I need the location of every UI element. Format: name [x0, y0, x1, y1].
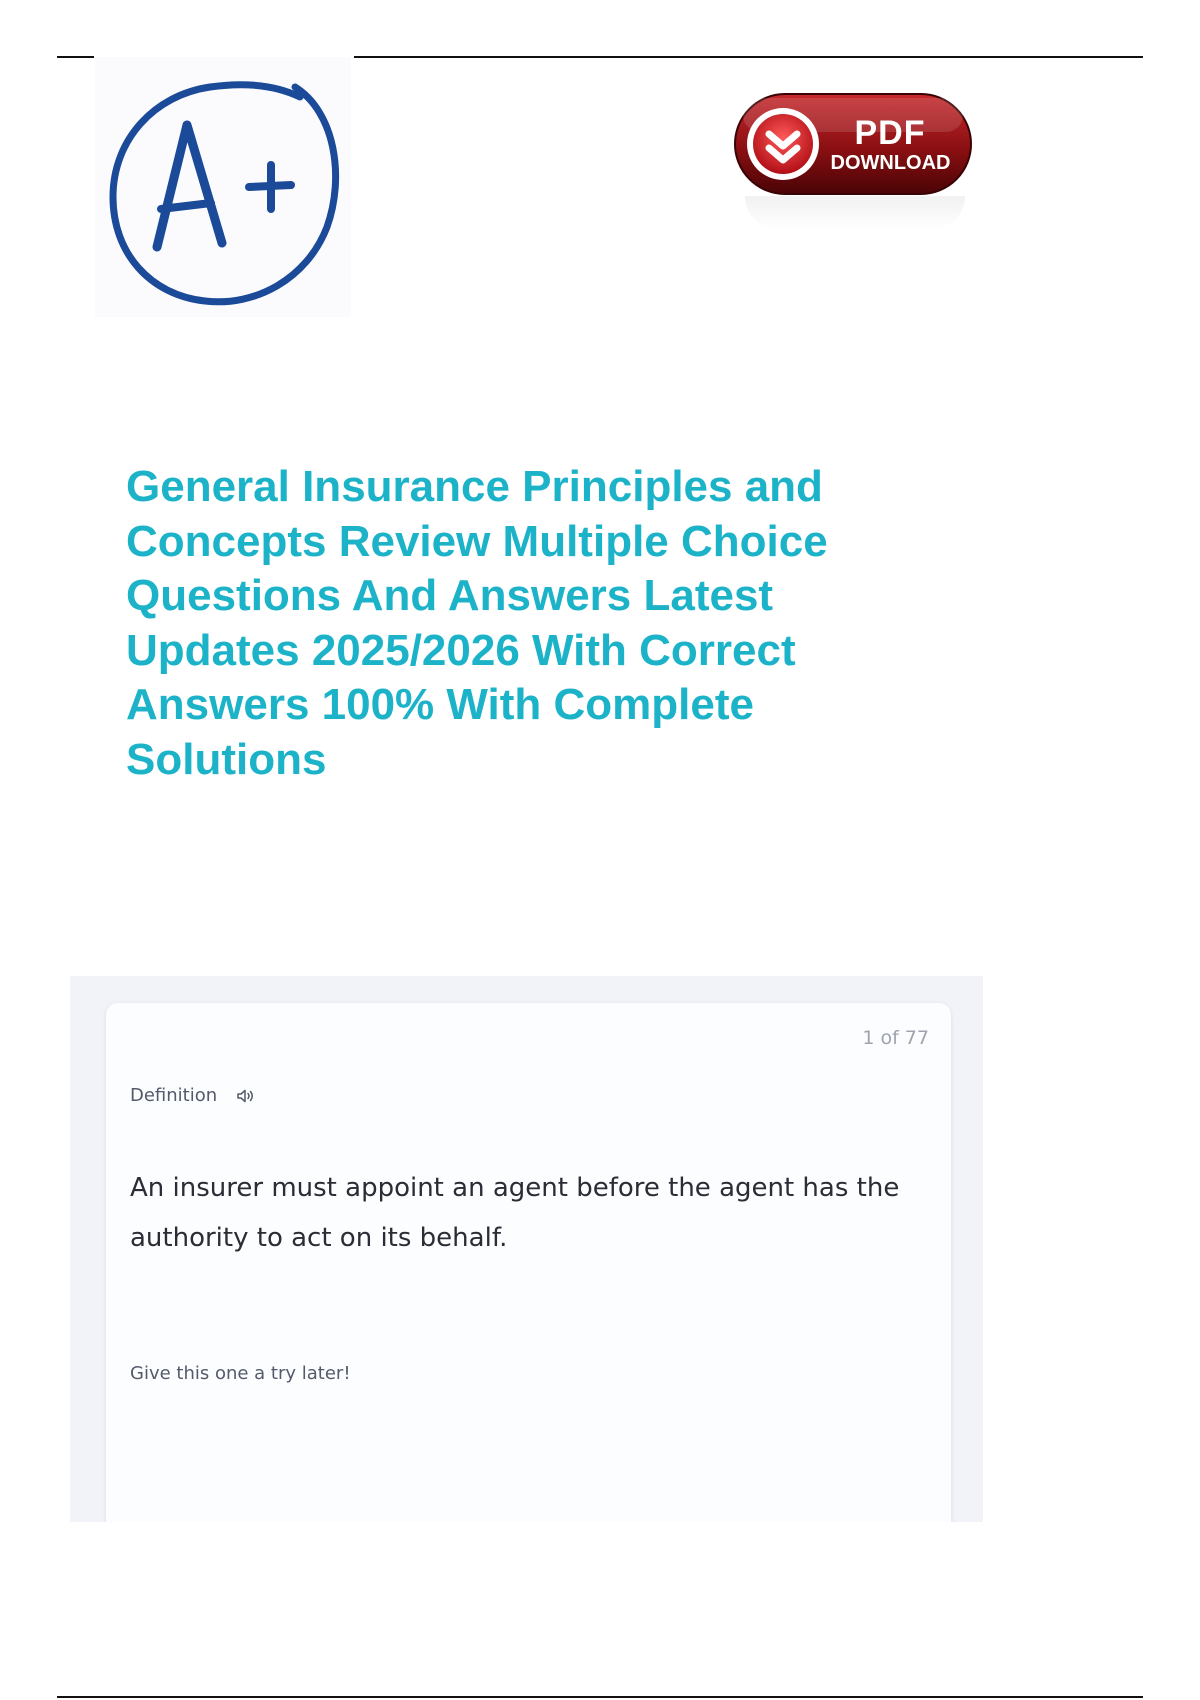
definition-label: Definition	[130, 1085, 218, 1106]
top-rule-left	[57, 56, 94, 58]
a-plus-logo	[95, 57, 351, 317]
flashcard-screenshot	[70, 976, 983, 1522]
flashcard	[106, 1003, 951, 1522]
pdf-badge-reflection	[745, 196, 965, 230]
download-label: DOWNLOAD	[830, 152, 951, 174]
definition-text: An insurer must appoint an agent before the agent has the authority to act on its behalf.	[130, 1173, 900, 1253]
try-later-prompt: Give this one a try later!	[130, 1363, 351, 1384]
bottom-rule	[57, 1696, 1143, 1698]
pdf-label: PDF	[854, 114, 926, 152]
document-title: General Insurance Principles and Concepts Review Multiple Choice Questions And Answers Latest Updates 2025/2026 With Correct Answers 100% With Complete Solutions	[126, 462, 828, 784]
definition-header	[130, 1085, 255, 1106]
speaker-icon[interactable]	[235, 1086, 255, 1106]
card-counter: 1 of 77	[862, 1027, 929, 1049]
top-rule-right	[354, 56, 1143, 58]
